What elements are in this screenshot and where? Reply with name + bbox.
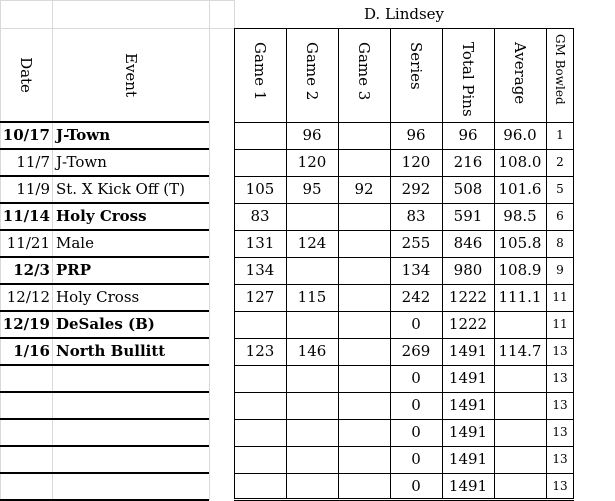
header-total-pins-label: Total Pins (459, 42, 477, 117)
cell-gm-bowled[interactable]: 9 (556, 263, 564, 277)
cell-average[interactable]: 98.5 (503, 207, 537, 225)
cell-date[interactable]: 12/19 (2, 315, 50, 333)
cell-series[interactable]: 269 (401, 342, 431, 360)
cell-event[interactable] (56, 392, 209, 419)
cell-game1[interactable] (234, 419, 286, 446)
header-game2[interactable] (286, 28, 338, 122)
header-game3-label: Game 3 (355, 42, 373, 101)
cell-series[interactable]: 0 (411, 423, 421, 441)
cell-average[interactable]: 108.0 (498, 153, 542, 171)
gridline (209, 0, 210, 500)
cell-total-pins[interactable]: 1491 (448, 396, 488, 414)
cell-game1[interactable]: 127 (245, 288, 275, 306)
cell-total-pins[interactable]: 1491 (448, 423, 488, 441)
header-total-pins[interactable] (442, 28, 494, 122)
cell-total-pins[interactable]: 1222 (448, 315, 488, 333)
cell-gm-bowled[interactable]: 13 (552, 479, 568, 493)
cell-total-pins[interactable]: 1491 (448, 369, 488, 387)
cell-total-pins[interactable]: 846 (453, 234, 483, 252)
cell-series[interactable]: 0 (411, 450, 421, 468)
cell-game3[interactable] (338, 419, 390, 446)
cell-date[interactable]: 11/7 (16, 153, 50, 171)
cell-game2[interactable] (286, 365, 338, 392)
cell-total-pins[interactable]: 1491 (448, 450, 488, 468)
cell-game2[interactable]: 120 (297, 153, 327, 171)
cell-event[interactable] (56, 419, 209, 446)
cell-game2[interactable] (286, 311, 338, 338)
header-game2-label: Game 2 (303, 42, 321, 101)
cell-game2[interactable]: 146 (297, 342, 327, 360)
cell-game1[interactable] (234, 365, 286, 392)
cell-series[interactable]: 0 (411, 477, 421, 495)
cell-game2[interactable]: 96 (302, 126, 322, 144)
cell-total-pins[interactable]: 591 (453, 207, 483, 225)
cell-game3[interactable] (338, 284, 390, 311)
cell-game3[interactable] (338, 446, 390, 473)
cell-average[interactable] (494, 365, 546, 392)
cell-series[interactable]: 0 (411, 396, 421, 414)
cell-game1[interactable] (234, 473, 286, 500)
cell-date[interactable]: 10/17 (2, 126, 50, 144)
cell-average[interactable]: 105.8 (498, 234, 542, 252)
cell-gm-bowled[interactable]: 1 (556, 128, 564, 142)
cell-game3[interactable] (338, 392, 390, 419)
cell-series[interactable]: 242 (401, 288, 431, 306)
cell-game3[interactable] (338, 203, 390, 230)
cell-event[interactable]: Holy Cross (56, 288, 140, 306)
cell-total-pins[interactable]: 96 (458, 126, 478, 144)
cell-average[interactable]: 111.1 (498, 288, 542, 306)
cell-event[interactable]: Male (56, 234, 94, 252)
cell-series[interactable]: 120 (401, 153, 431, 171)
cell-event[interactable]: PRP (56, 261, 92, 279)
cell-event[interactable]: Holy Cross (56, 207, 147, 225)
cell-total-pins[interactable]: 980 (453, 261, 483, 279)
cell-event[interactable]: J-Town (56, 153, 107, 171)
cell-gm-bowled[interactable]: 2 (556, 155, 564, 169)
cell-date[interactable] (0, 473, 50, 500)
cell-event[interactable]: J-Town (56, 126, 111, 144)
header-series[interactable] (390, 28, 442, 122)
cell-event[interactable]: St. X Kick Off (T) (56, 180, 185, 198)
cell-gm-bowled[interactable]: 13 (552, 452, 568, 466)
cell-total-pins[interactable]: 1491 (448, 342, 488, 360)
cell-gm-bowled[interactable]: 13 (552, 371, 568, 385)
header-event-label: Event (121, 53, 140, 97)
cell-game2[interactable] (286, 257, 338, 284)
cell-event[interactable] (56, 446, 209, 473)
cell-date[interactable]: 1/16 (13, 342, 50, 360)
cell-game3[interactable]: 92 (354, 180, 374, 198)
cell-game3[interactable] (338, 365, 390, 392)
cell-total-pins[interactable]: 1491 (448, 477, 488, 495)
cell-game1[interactable] (234, 122, 286, 149)
cell-date[interactable]: 11/9 (16, 180, 50, 198)
cell-game2[interactable]: 95 (302, 180, 322, 198)
cell-game3[interactable] (338, 338, 390, 365)
header-game1-label: Game 1 (251, 42, 269, 101)
cell-game2[interactable] (286, 419, 338, 446)
cell-average[interactable]: 101.6 (498, 180, 542, 198)
cell-date[interactable] (0, 419, 50, 446)
cell-gm-bowled[interactable]: 13 (552, 425, 568, 439)
header-game3[interactable] (338, 28, 390, 122)
cell-average[interactable] (494, 473, 546, 500)
header-series-label: Series (407, 42, 425, 90)
cell-game2[interactable] (286, 473, 338, 500)
cell-game1[interactable] (234, 149, 286, 176)
cell-game2[interactable]: 124 (297, 234, 327, 252)
cell-game1[interactable]: 105 (245, 180, 275, 198)
cell-game1[interactable]: 83 (250, 207, 270, 225)
cell-gm-bowled[interactable]: 13 (552, 398, 568, 412)
cell-game3[interactable] (338, 257, 390, 284)
cell-game3[interactable] (338, 122, 390, 149)
cell-gm-bowled[interactable]: 11 (552, 290, 568, 304)
cell-event[interactable] (56, 365, 209, 392)
cell-event[interactable]: North Bullitt (56, 342, 166, 360)
cell-date[interactable] (0, 392, 50, 419)
cell-game1[interactable] (234, 446, 286, 473)
cell-date[interactable] (0, 446, 50, 473)
cell-event[interactable] (56, 473, 209, 500)
cell-total-pins[interactable]: 1222 (448, 288, 488, 306)
cell-game3[interactable] (338, 230, 390, 257)
cell-series[interactable]: 0 (411, 369, 421, 387)
cell-game2[interactable] (286, 203, 338, 230)
cell-gm-bowled[interactable]: 6 (556, 209, 564, 223)
cell-series[interactable]: 255 (401, 234, 431, 252)
cell-game3[interactable] (338, 149, 390, 176)
cell-total-pins[interactable]: 508 (453, 180, 483, 198)
cell-date[interactable]: 12/12 (6, 288, 50, 306)
cell-gm-bowled[interactable]: 13 (552, 344, 568, 358)
cell-series[interactable]: 83 (406, 207, 426, 225)
cell-series[interactable]: 292 (401, 180, 431, 198)
cell-game2[interactable] (286, 392, 338, 419)
cell-game1[interactable] (234, 392, 286, 419)
cell-average[interactable]: 108.9 (498, 261, 542, 279)
header-game1[interactable] (234, 28, 286, 122)
header-gm-bowled-label: GM Bowled (553, 34, 567, 105)
cell-average[interactable]: 114.7 (498, 342, 542, 360)
cell-series[interactable]: 134 (401, 261, 431, 279)
cell-average[interactable] (494, 392, 546, 419)
cell-game3[interactable] (338, 311, 390, 338)
cell-game1[interactable]: 134 (245, 261, 275, 279)
header-gm-bowled[interactable] (546, 28, 574, 122)
cell-gm-bowled[interactable]: 8 (556, 236, 564, 250)
cell-date[interactable]: 11/14 (2, 207, 50, 225)
cell-gm-bowled[interactable]: 5 (556, 182, 564, 196)
cell-game2[interactable]: 115 (297, 288, 327, 306)
cell-event[interactable]: DeSales (B) (56, 315, 155, 333)
header-average[interactable] (494, 28, 546, 122)
cell-game1[interactable] (234, 311, 286, 338)
cell-series[interactable]: 0 (411, 315, 421, 333)
cell-total-pins[interactable]: 216 (453, 153, 483, 171)
cell-game1[interactable]: 131 (245, 234, 275, 252)
header-average-label: Average (511, 42, 529, 105)
header-date[interactable] (0, 28, 52, 122)
gridline (0, 0, 234, 1)
cell-average[interactable] (494, 446, 546, 473)
cell-series[interactable]: 96 (406, 126, 426, 144)
header-date-label: Date (17, 57, 35, 93)
cell-date[interactable] (0, 365, 50, 392)
cell-date[interactable]: 11/21 (6, 234, 50, 252)
cell-average[interactable] (494, 419, 546, 446)
cell-game2[interactable] (286, 446, 338, 473)
cell-average[interactable] (494, 311, 546, 338)
cell-date[interactable]: 12/3 (13, 261, 50, 279)
cell-game3[interactable] (338, 473, 390, 500)
cell-average[interactable]: 96.0 (503, 126, 537, 144)
cell-game1[interactable]: 123 (245, 342, 275, 360)
header-event[interactable] (52, 28, 209, 122)
player-name[interactable]: D. Lindsey (363, 5, 445, 23)
cell-gm-bowled[interactable]: 11 (552, 317, 568, 331)
